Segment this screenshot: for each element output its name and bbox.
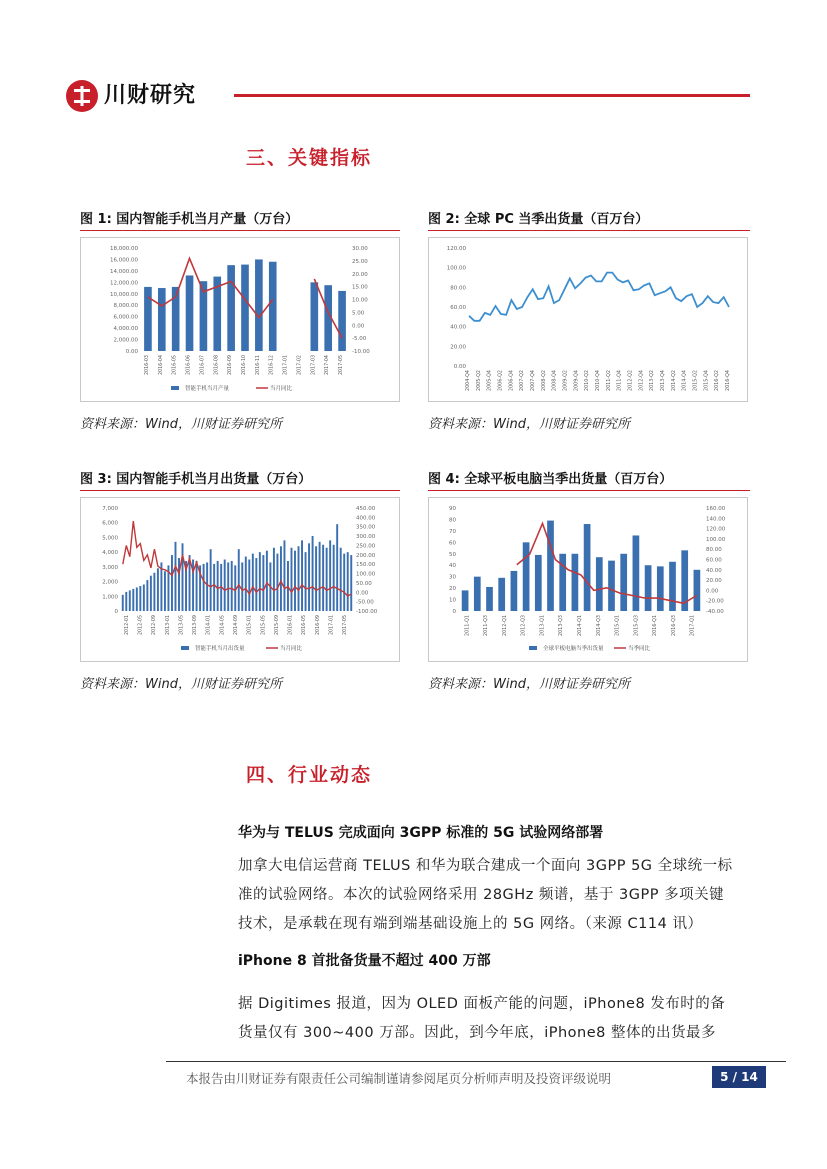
chart4-y-tick: 50 [449,551,456,558]
chart3-y-tick: 3,000 [102,564,118,571]
chart3-bar [125,592,127,611]
chart4-bar [657,566,664,611]
news-2-line-1: 据 Digitimes 报道，因为 OLED 面板产能的问题，iPhone8 发布时的备 [238,996,726,1012]
chart3-bar [298,546,300,611]
figure-2-title: 图 2: 全球 PC 当季出货量（百万台） [428,212,649,227]
chart3-bar [224,560,226,612]
chart4-x-tick: 2012-Q3 [521,615,527,636]
chart4-x-tick: 2011-Q3 [484,615,490,636]
chart3-bar [252,554,254,611]
chart3-bar [143,585,145,611]
chart3-bar [308,543,310,611]
chart4-bar [584,524,591,611]
chart3-x-tick: 2012-05 [138,615,144,636]
chart2-x-tick: 2010-Q4 [596,370,601,391]
chart1-y2-tick: 5.00 [352,310,365,317]
chart3-bar [122,595,124,611]
chart4-x-tick: 2014-Q1 [578,615,583,636]
chart3-bar [175,542,177,611]
chart2-x-tick: 2015-Q2 [693,370,699,391]
chart3-bar [132,589,134,611]
chart3-bar [157,568,159,611]
chart4-legend-label: 全球平板电脑当季出货量 [543,646,604,652]
chart1-y2-tick: 0.00 [352,323,365,330]
figure-4-source: 资料来源：Wind，川财证券研究所 [428,677,630,692]
chart4-y-tick: 30 [449,574,456,581]
chart1-y-tick: 16,000.00 [110,257,138,264]
chart4-x-tick: 2014-Q3 [596,615,602,636]
chart3-x-tick: 2016-05 [302,615,308,636]
chart3-bar [210,549,212,611]
chart3-y2-tick: 300.00 [356,534,376,541]
chart1-y-tick: 0.00 [125,349,138,355]
chart4-y-tick: 80 [449,517,456,524]
chart1-series-line [148,258,273,317]
chart3-bar [262,555,264,611]
chart2-x-tick: 2016-Q2 [715,370,721,391]
chuancai-logo-icon [66,80,98,112]
chart1-y2-tick: -5.00 [352,336,367,343]
chart4-legend-swatch [529,646,537,650]
figure-1-title: 图 1: 国内智能手机当月产量（万台） [80,212,299,227]
chart4-x-tick: 2015-Q3 [634,615,640,636]
chart4-y2-tick: -40.00 [706,609,724,615]
chart3-bar [336,524,338,611]
chart1-y-tick: 2,000.00 [113,337,138,344]
chart4-bar [572,554,579,611]
chart3-bar [347,552,349,611]
chart4-x-tick: 2015-Q1 [615,615,621,636]
chart1-y2-tick: 15.00 [352,284,368,291]
chart1-bar [241,265,249,351]
chart1-x-tick: 2016-05 [172,355,178,376]
chart4-y-tick: 70 [449,528,456,535]
chart-2-svg [429,238,747,401]
chart3-bar [273,548,275,611]
chart3-y-tick: 5,000 [102,535,118,542]
chart2-x-tick: 2007-Q4 [531,370,536,391]
chart3-bar [206,562,208,611]
chart3-y-tick: 0 [114,609,118,615]
chart3-bar [280,546,282,611]
chart4-x-tick: 2013-Q3 [559,615,565,636]
figure-3-source: 资料来源：Wind，川财证券研究所 [80,677,282,692]
chart2-y-tick: 0.00 [453,364,466,370]
chart3-bar [322,545,324,611]
chart1-x-tick: 2017-05 [339,355,345,376]
chart3-x-tick: 2012-09 [152,615,158,636]
chart-3-svg [81,498,399,661]
chart3-bar [245,557,247,611]
chart4-y-tick: 10 [449,597,456,604]
chart2-y-tick: 20.00 [450,344,466,351]
chart3-y2-tick: 400.00 [356,515,376,522]
chart3-bar [139,586,141,611]
chart3-bar [312,536,314,611]
chart2-x-tick: 2010-Q2 [585,370,591,391]
news-1-line-2: 准的试验网络。本次的试验网络采用 28GHz 频谱，基于 3GPP 多项关键 [238,887,725,903]
chart1-bar [269,262,277,351]
brand-name: 川财研究 [104,83,197,108]
chart1-bar [158,288,166,351]
section-title-industry-news: 四、行业动态 [246,764,373,786]
chart4-bar [535,555,542,611]
chart4-y2-tick: 100.00 [706,536,726,543]
chart2-x-tick: 2013-Q4 [661,370,666,391]
chart3-bar [276,554,278,611]
chart4-y2-tick: 60.00 [706,557,722,564]
chart2-x-tick: 2012-Q2 [628,370,634,391]
chart2-x-tick: 2014-Q2 [671,370,677,391]
chart3-x-tick: 2016-01 [288,615,294,636]
chart3-y2-tick: 150.00 [356,562,376,569]
chart4-y2-tick: 20.00 [706,578,722,585]
chart2-x-tick: 2012-Q4 [639,370,645,391]
chart1-y-tick: 18,000.00 [110,246,138,252]
chart1-x-tick: 2016-03 [144,355,150,376]
chart3-bar [146,580,148,611]
chart2-x-tick: 2007-Q2 [520,370,526,391]
chart1-y-tick: 12,000.00 [110,280,138,287]
chart3-x-tick: 2015-05 [261,615,267,636]
chart3-y2-tick: -100.00 [356,609,378,615]
chart3-bar [294,551,296,611]
chart4-y2-tick: 140.00 [706,516,726,523]
figure-3-chart [80,497,400,662]
chart3-bar [196,561,198,611]
chart3-bar [171,555,173,611]
chart4-y-tick: 0 [452,609,456,615]
figure-1-source: 资料来源：Wind，川财证券研究所 [80,417,282,432]
chart1-y2-tick: 10.00 [352,297,368,304]
chart3-bar [182,543,184,611]
chart4-bar [462,590,469,611]
chart2-x-tick: 2015-Q4 [704,370,710,391]
page-number-badge: 5 / 14 [712,1066,766,1088]
news-1-line-1: 加拿大电信运营商 TELUS 和华为联合建成一个面向 3GPP 5G 全球统一标 [238,858,733,874]
chart2-y-tick: 80.00 [450,285,466,292]
chart3-x-tick: 2016-09 [315,615,321,636]
chart3-x-tick: 2014-01 [206,615,212,636]
chart3-bar [178,558,180,611]
chart4-y2-tick: 40.00 [706,567,722,574]
chart1-x-tick: 2016-04 [158,355,164,376]
header-rule [234,94,750,97]
chart1-bar [338,291,346,351]
chart1-legend-label: 当月同比 [270,386,293,392]
chart1-y-tick: 4,000.00 [113,326,138,333]
chart3-x-tick: 2013-09 [193,615,199,636]
chart3-bar [164,571,166,611]
chart3-x-tick: 2017-01 [329,615,335,636]
chart3-bar [238,549,240,611]
chart3-bar [150,576,152,611]
footer-rule [166,1061,786,1062]
chart2-x-tick: 2016-Q4 [726,370,731,391]
news-2-line-2: 货量仅有 300~400 万部。因此，到今年底，iPhone8 整体的出货最多 [238,1025,716,1041]
chart1-bar [144,287,152,351]
chart1-x-tick: 2016-08 [214,355,220,376]
news-2-body [238,990,758,1048]
chart4-y2-tick: 160.00 [706,506,726,512]
chart3-bar [301,540,303,611]
chart2-x-tick: 2008-Q4 [552,370,558,391]
chart1-bar [255,259,263,351]
chart3-y2-tick: 100.00 [356,571,376,578]
chart1-x-tick: 2016-10 [242,355,247,376]
chart4-y-tick: 60 [449,540,456,547]
news-1-body [238,852,758,939]
figure-2-source: 资料来源：Wind，川财证券研究所 [428,417,630,432]
chart4-bar [498,578,505,611]
chart2-y-tick: 120.00 [446,246,466,252]
chart3-y2-tick: -50.00 [356,599,374,606]
chart3-bar [305,552,307,611]
chart4-bar [620,554,627,611]
chart1-bar [311,282,319,351]
chart3-bar [241,562,243,611]
chart3-bar [153,573,155,611]
chart3-bar [326,548,328,611]
chart2-y-tick: 100.00 [446,265,466,272]
chart2-x-tick: 2009-Q4 [574,370,580,391]
chart3-x-tick: 2014-05 [220,615,226,636]
figure-1-chart [80,237,400,402]
chart4-bar [669,562,676,611]
chart3-bar [329,540,331,611]
chart3-bar [213,564,215,611]
chart1-y-tick: 14,000.00 [110,268,138,275]
chart3-x-tick: 2015-09 [274,615,280,636]
footer-disclaimer: 本报告由川财证券有限责任公司编制谨请参阅尾页分析师声明及投资评级说明 [186,1071,612,1086]
chart4-bar [474,577,481,611]
chart2-x-tick: 2004-Q4 [466,370,471,391]
chart4-bar [596,557,603,611]
chart4-y2-tick: -20.00 [706,598,724,605]
chart3-x-tick: 2013-01 [165,615,171,636]
chart4-bar [486,587,493,611]
chart3-legend-swatch [181,646,189,650]
chart-1-svg [81,238,399,401]
chart4-y2-tick: 80.00 [706,547,722,554]
chart1-x-tick: 2016-09 [228,355,234,376]
chart3-bar [340,548,342,611]
chart3-bar [319,542,321,611]
chart3-x-tick: 2015-01 [247,615,253,636]
chart3-bar [266,551,268,611]
chart3-y2-tick: 350.00 [356,524,376,531]
chart2-x-tick: 2014-Q4 [682,370,688,391]
chart4-legend-label: 当季同比 [628,646,651,652]
figure-4-rule [428,490,750,491]
chart1-x-tick: 2017-02 [297,355,303,376]
chart2-x-tick: 2008-Q2 [541,370,547,391]
chart3-bar [255,558,257,611]
chart4-bar [645,565,652,611]
chart1-y-tick: 6,000.00 [113,314,138,321]
chart1-x-tick: 2016-12 [269,355,275,376]
chart2-x-tick: 2013-Q2 [650,370,656,391]
chart4-y-tick: 90 [449,506,456,512]
chart3-y-tick: 4,000 [102,550,118,557]
news-1-line-3: 技术，是承载在现有端到端基础设施上的 5G 网络。（来源 C114 讯） [238,916,703,932]
chart4-x-tick: 2013-Q1 [540,615,546,636]
figure-1-rule [80,230,400,231]
chart4-bar [559,554,566,611]
chart3-y-tick: 6,000 [102,520,118,527]
chart1-bar [186,275,194,351]
chart4-y-tick: 40 [449,563,456,570]
chart3-bar [333,545,335,611]
chart4-y-tick: 20 [449,586,456,593]
chart2-y-tick: 40.00 [450,324,466,331]
chart3-x-tick: 2012-01 [124,615,130,636]
chart1-y-tick: 8,000.00 [113,303,138,310]
chart4-bar [547,521,554,611]
chart4-bar [633,535,640,611]
chart4-bar [608,561,615,611]
chart2-x-tick: 2006-Q2 [498,370,504,391]
chart4-x-tick: 2011-Q1 [465,615,471,636]
chart2-series-line [469,273,729,321]
chart3-y-tick: 2,000 [102,579,118,586]
chart2-y-tick: 60.00 [450,305,466,311]
chart3-legend-label: 当月同比 [280,646,303,652]
chart3-bar [315,546,317,611]
news-2-headline: iPhone 8 首批备货量不超过 400 万部 [238,953,491,969]
chart1-y2-tick: 20.00 [352,271,368,278]
chart3-bar [350,555,352,611]
chart3-y2-tick: 450.00 [356,506,376,512]
chart3-bar [259,552,261,611]
chart3-y2-tick: 50.00 [356,580,372,587]
chart1-y-tick: 10,000.00 [110,291,138,298]
chart4-bar [694,570,701,611]
chart2-x-tick: 2005-Q2 [476,370,482,391]
figure-4-chart [428,497,748,662]
chart1-x-tick: 2016-11 [255,355,261,376]
chart4-bar [523,542,530,611]
chart3-bar [343,554,345,611]
chart3-y2-tick: 200.00 [356,552,376,559]
chart-4-svg [429,498,747,661]
chart3-bar [227,562,229,611]
chart3-y2-tick: 0.00 [356,590,369,597]
chart3-bar [136,587,138,611]
chart2-x-tick: 2009-Q2 [563,370,569,391]
chart3-bar [283,540,285,611]
figure-3-title: 图 3: 国内智能手机当月出货量（万台） [80,472,312,487]
chart1-x-tick: 2017-03 [311,355,317,376]
chart1-x-tick: 2016-06 [186,355,192,376]
chart3-bar [203,564,205,611]
news-1-headline: 华为与 TELUS 完成面向 3GPP 标准的 5G 试验网络部署 [238,825,604,841]
chart4-y2-tick: 120.00 [706,526,726,533]
chart1-legend-label: 智能手机当月产量 [185,386,230,392]
chart1-legend-swatch [171,386,179,390]
chart2-x-tick: 2011-Q2 [606,370,612,391]
chart3-bar [248,560,250,612]
chart1-x-tick: 2016-07 [200,355,206,376]
figure-3-rule [80,490,400,491]
chart4-x-tick: 2017-Q1 [690,615,696,636]
chart3-bar [129,590,131,611]
chart4-bar [511,571,518,611]
section-title-key-indicators: 三、关键指标 [246,147,373,169]
chart1-x-tick: 2017-04 [325,355,331,376]
figure-2-rule [428,230,750,231]
chart3-x-tick: 2014-09 [234,615,239,636]
chart3-bar [231,561,233,611]
chart1-y2-tick: 25.00 [352,258,368,265]
chart2-x-tick: 2011-Q4 [617,370,623,391]
chart1-x-tick: 2017-01 [283,355,289,376]
chart3-legend-label: 智能手机当月出货量 [195,646,245,652]
chart3-bar [217,561,219,611]
chart2-x-tick: 2006-Q4 [509,370,515,391]
chart3-y-tick: 1,000 [102,594,118,601]
chart3-y-tick: 7,000 [102,506,118,512]
chart4-y2-tick: 0.00 [706,588,719,595]
chart2-x-tick: 2005-Q4 [487,370,493,391]
chart3-x-tick: 2013-05 [179,615,185,636]
figure-4-title: 图 4: 全球平板电脑当季出货量（百万台） [428,472,673,487]
chart1-y2-tick: -10.00 [352,349,370,355]
chart3-bar [291,548,293,611]
chart3-x-tick: 2017-05 [343,615,349,636]
chart1-bar [227,265,235,351]
chart3-y2-tick: 250.00 [356,543,376,550]
chart4-x-tick: 2016-Q3 [671,615,677,636]
chart4-x-tick: 2012-Q1 [502,615,508,636]
figure-2-chart [428,237,748,402]
chart1-y2-tick: 30.00 [352,246,368,252]
chart4-x-tick: 2016-Q1 [653,615,659,636]
